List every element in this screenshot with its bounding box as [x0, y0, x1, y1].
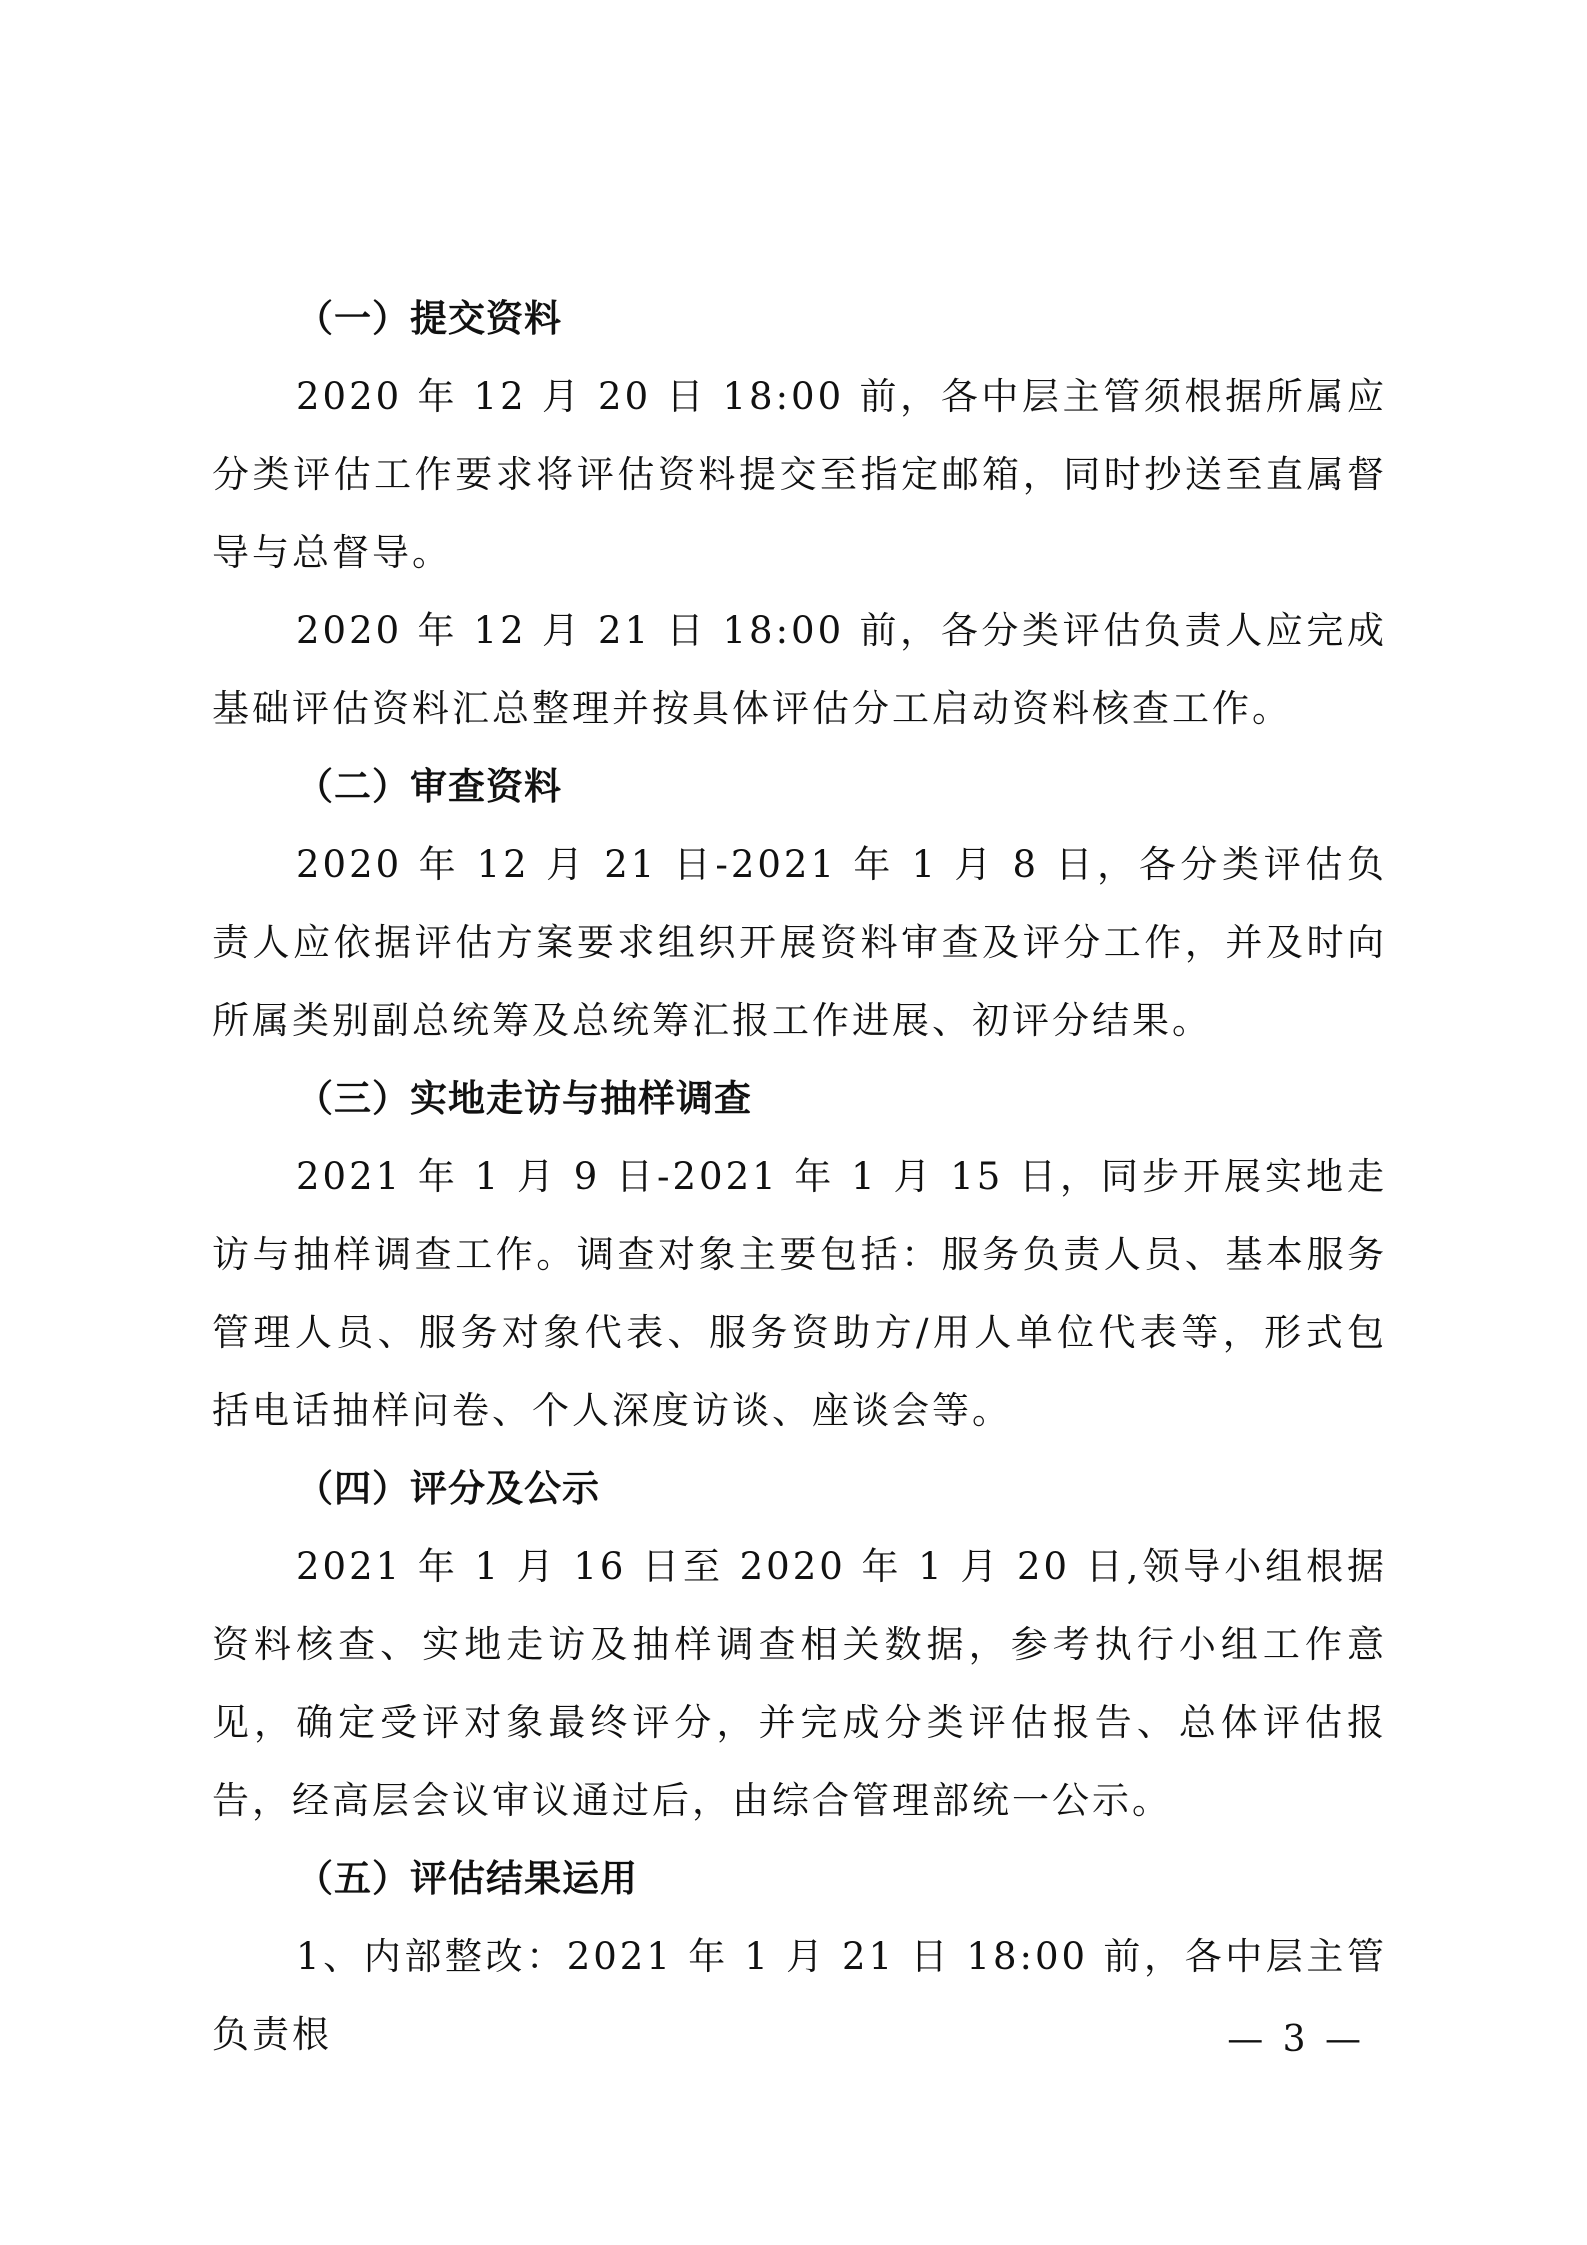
section-4 [212, 1450, 1387, 1840]
paragraph: 2020 年 12 月 21 日-2021 年 1 月 8 日，各分类评估负责人应依据评估方案要求组织开展资料审查及评分工作，并及时向所属类别副总统筹及总统筹汇报工作进展、初评分结果。 [212, 843, 1387, 1042]
document-body [212, 280, 1387, 2074]
section-heading: （一）提交资料 [296, 297, 562, 340]
paragraph: 2020 年 12 月 20 日 18:00 前，各中层主管须根据所属应分类评估工作要求将评估资料提交至指定邮箱，同时抄送至直属督导与总督导。 [212, 375, 1387, 574]
section-heading: （三）实地走访与抽样调查 [296, 1077, 752, 1120]
section-3 [212, 1060, 1387, 1450]
section-5 [212, 1840, 1387, 2074]
section-heading: （四）评分及公示 [296, 1467, 600, 1510]
page-number: — 3 — [1227, 2019, 1365, 2060]
paragraph: 2020 年 12 月 21 日 18:00 前，各分类评估负责人应完成基础评估资料汇总整理并按具体评估分工启动资料核查工作。 [212, 609, 1387, 730]
paragraph: 1、内部整改：2021 年 1 月 21 日 18:00 前，各中层主管负责根 [212, 1935, 1387, 2056]
section-heading: （五）评估结果运用 [296, 1857, 638, 1900]
section-1 [212, 280, 1387, 748]
section-heading: （二）审查资料 [296, 765, 562, 808]
section-2 [212, 748, 1387, 1060]
paragraph: 2021 年 1 月 16 日至 2020 年 1 月 20 日,领导小组根据资料核查、实地走访及抽样调查相关数据，参考执行小组工作意见，确定受评对象最终评分，并完成分类评估报告、总体评估报告，经高层会议审议通过后，由综合管理部统一公示。 [212, 1545, 1387, 1822]
paragraph: 2021 年 1 月 9 日-2021 年 1 月 15 日，同步开展实地走访与抽样调查工作。调查对象主要包括：服务负责人员、基本服务管理人员、服务对象代表、服务资助方/用人单位代表等，形式包括电话抽样问卷、个人深度访谈、座谈会等。 [212, 1155, 1387, 1432]
